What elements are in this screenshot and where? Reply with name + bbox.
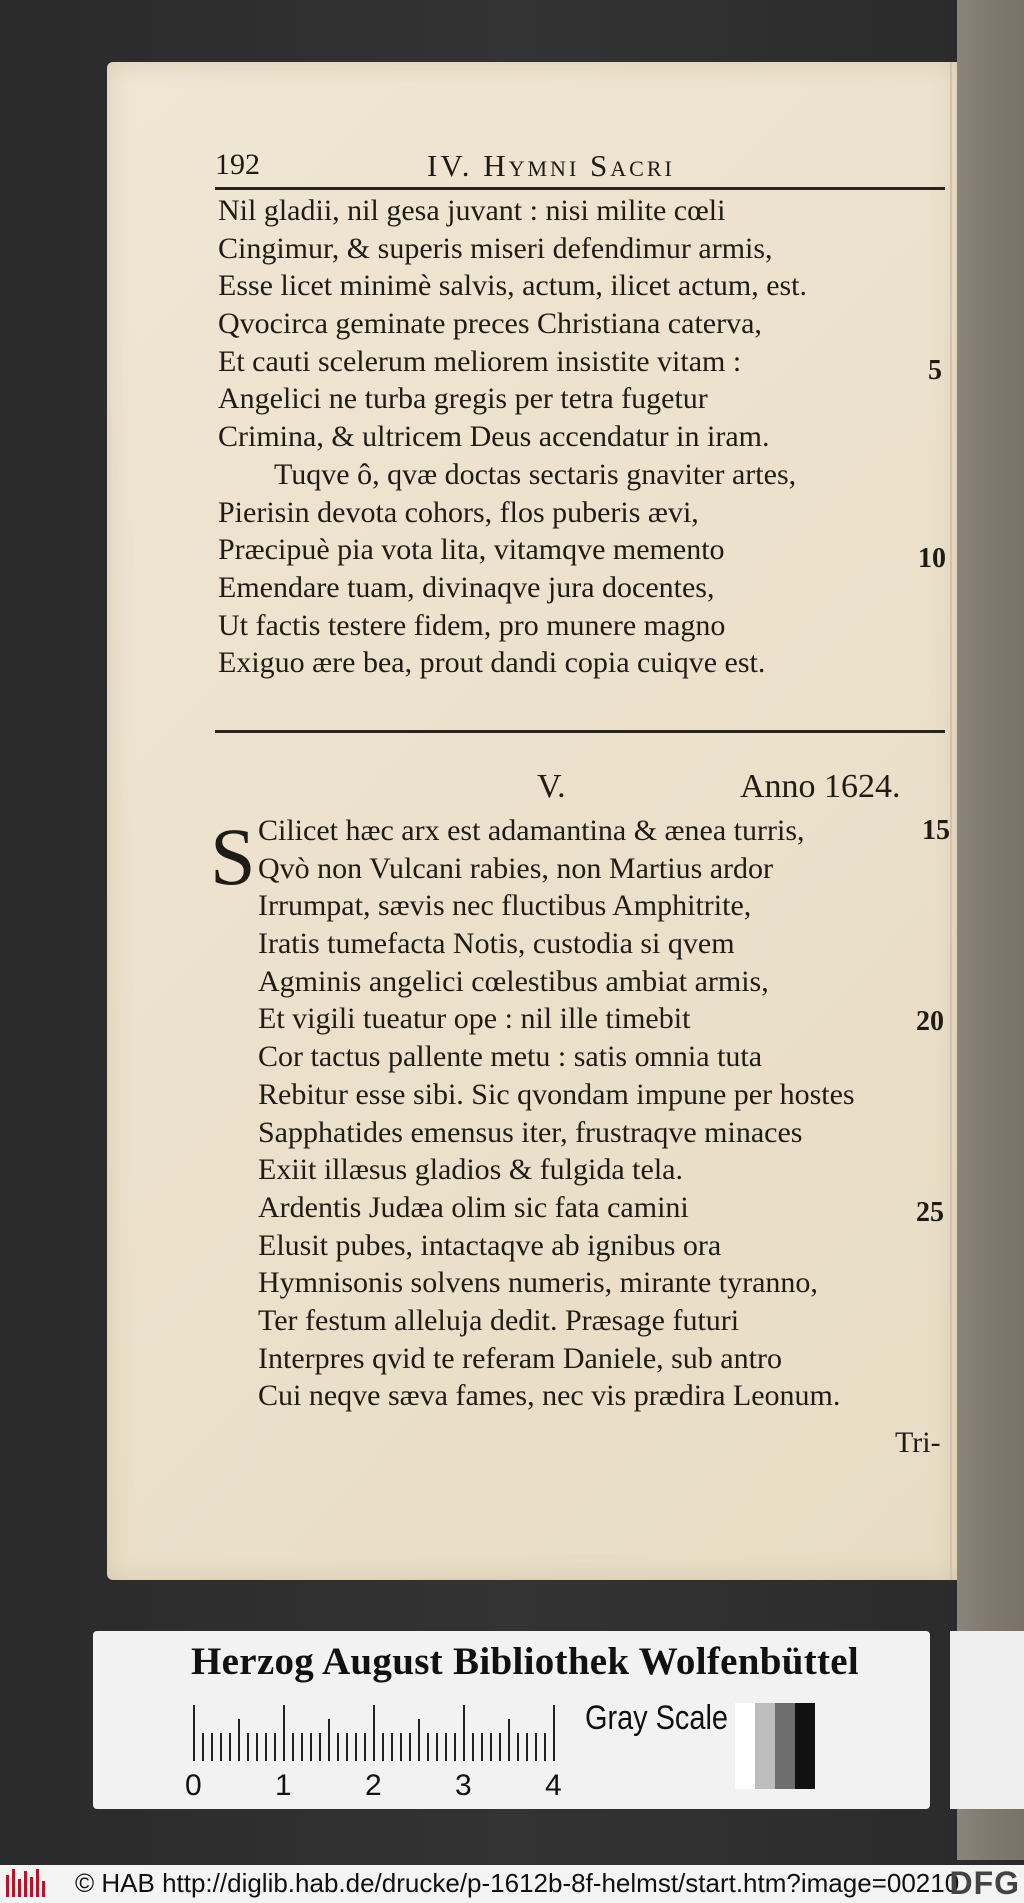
scale-tick [283, 1705, 285, 1761]
hab-logo-icon [6, 1869, 46, 1897]
section-divider-rule [215, 730, 945, 733]
scale-tick [265, 1733, 267, 1761]
scale-tick [373, 1705, 375, 1761]
verse-line: Nil gladii, nil gesa juvant : nisi milite cœli [218, 194, 726, 227]
copyright-url: © HAB http://diglib.hab.de/drucke/p-1612b-8f-helmst/start.htm?image=00210 [75, 1868, 960, 1898]
verse-line: Exiit illæsus gladios & fulgida tela. [258, 1153, 683, 1187]
verse-line: Irrumpat, sævis nec fluctibus Amphitrite, [258, 889, 752, 923]
gray-patch [775, 1703, 795, 1789]
scale-tick [454, 1733, 456, 1761]
page-gutter [950, 62, 952, 1580]
scale-tick [355, 1733, 357, 1761]
scale-tick [508, 1719, 510, 1761]
verse-line: Exiguo ære bea, prout dandi copia cuiqve est. [218, 646, 766, 680]
header-rule [215, 187, 945, 190]
scale-tick [445, 1733, 447, 1761]
verse-line: Angelici ne turba gregis per tetra fugetur [218, 382, 708, 416]
scale-tick [211, 1733, 213, 1761]
section-year: Anno 1624. [740, 768, 901, 805]
scale-tick [301, 1733, 303, 1761]
verse-line: Sapphatides emensus iter, frustraqve minaces [258, 1115, 803, 1149]
verse-line: Qvocirca geminate preces Christiana caterva, [218, 307, 762, 341]
scale-tick [319, 1733, 321, 1761]
scale-number: 3 [455, 1769, 472, 1802]
scale-number: 0 [185, 1769, 202, 1802]
catchword: Tri- [895, 1426, 941, 1459]
gray-patch [755, 1703, 775, 1789]
scale-number: 2 [365, 1769, 382, 1802]
line-number: 10 [918, 543, 946, 574]
verse-line: Emendare tuam, divinaqve jura docentes, [218, 570, 715, 604]
verse-section-two [258, 812, 855, 1415]
scale-tick [481, 1733, 483, 1761]
page-number: 192 [215, 148, 260, 181]
verse-line: Rebitur esse sibi. Sic qvondam impune per hostes [258, 1077, 855, 1111]
section-numeral: V. [537, 768, 566, 805]
line-number: 20 [916, 1006, 944, 1037]
scale-tick [229, 1733, 231, 1761]
verse-section-one [218, 192, 807, 682]
verse-line: Præcipuè pia vota lita, vitamqve memento [218, 533, 725, 567]
line-number: 5 [928, 355, 942, 386]
gray-scale-label: Gray Scale [585, 1699, 728, 1737]
scale-tick [463, 1705, 465, 1761]
library-name: Herzog August Bibliothek Wolfenbüttel [191, 1640, 860, 1683]
scale-tick [256, 1733, 258, 1761]
verse-line: Crimina, & ultricem Deus accendatur in iram. [218, 420, 770, 454]
scale-tick [202, 1733, 204, 1761]
verse-line: Iratis tumefacta Notis, custodia si qvem [258, 927, 735, 961]
scale-tick [193, 1705, 195, 1761]
scale-tick [490, 1733, 492, 1761]
dfg-logo: DFG [949, 1865, 1020, 1901]
facing-page-edge [957, 0, 1024, 1860]
footer-bar [0, 1865, 1024, 1903]
scale-number: 4 [545, 1769, 562, 1802]
verse-line: Ut factis testere fidem, pro munere magno [218, 608, 726, 642]
line-number: 15 [922, 815, 950, 846]
verse-line: Cor tactus pallente metu : satis omnia tuta [258, 1040, 763, 1074]
scale-tick [535, 1733, 537, 1761]
scale-tick [247, 1733, 249, 1761]
verse-line: Interpres qvid te referam Daniele, sub antro [258, 1341, 782, 1375]
scale-tick [337, 1733, 339, 1761]
verse-line: Cingimur, & superis miseri defendimur armis, [218, 231, 773, 265]
verse-line: Cui neqve sæva fames, nec vis prædira Leonum. [258, 1379, 841, 1413]
verse-line: Ardentis Judæa olim sic fata camini [258, 1190, 689, 1224]
scale-tick [400, 1733, 402, 1761]
scale-tick [382, 1733, 384, 1761]
gray-patch [795, 1703, 815, 1789]
line-number: 25 [916, 1197, 944, 1228]
scale-tick [544, 1733, 546, 1761]
running-head [215, 148, 945, 186]
scale-tick [364, 1733, 366, 1761]
gray-patch [735, 1703, 755, 1789]
verse-line: Qvò non Vulcani rabies, non Martius ardor [258, 851, 774, 885]
running-title: IV. Hymni Sacri [427, 148, 675, 183]
scale-tick [238, 1719, 240, 1761]
cm-scale [193, 1701, 553, 1761]
scale-tick [427, 1733, 429, 1761]
scale-tick [292, 1733, 294, 1761]
adjacent-card-edge [950, 1631, 1024, 1809]
scale-tick [310, 1733, 312, 1761]
scale-tick [526, 1733, 528, 1761]
scale-tick [553, 1705, 555, 1761]
verse-line: Pierisin devota cohors, flos puberis ævi, [218, 495, 699, 529]
scale-tick [274, 1733, 276, 1761]
scale-tick [391, 1733, 393, 1761]
scale-tick [499, 1733, 501, 1761]
scale-tick [328, 1719, 330, 1761]
scale-tick [409, 1733, 411, 1761]
verse-line: Agminis angelici cœlestibus ambiat armis, [258, 964, 769, 998]
scale-tick [472, 1733, 474, 1761]
color-ruler-card [93, 1631, 930, 1809]
scale-tick [346, 1733, 348, 1761]
scale-number: 1 [275, 1769, 292, 1802]
verse-line: Hymnisonis solvens numeris, mirante tyranno, [258, 1266, 818, 1300]
verse-line: Et cauti scelerum meliorem insistite vitam : [218, 344, 742, 378]
drop-capital: S [210, 811, 256, 902]
scale-tick [517, 1733, 519, 1761]
scale-tick [220, 1733, 222, 1761]
scale-tick [418, 1719, 420, 1761]
verse-line: Elusit pubes, intactaqve ab ignibus ora [258, 1228, 722, 1262]
verse-line: Ter festum alleluja dedit. Præsage futuri [258, 1303, 740, 1337]
verse-line: Tuqve ô, qvæ doctas sectaris gnaviter artes, [274, 457, 797, 491]
verse-line: Et vigili tueatur ope : nil ille timebit [258, 1002, 691, 1036]
verse-line: Esse licet minimè salvis, actum, ilicet actum, est. [218, 269, 808, 303]
verse-line: Cilicet hæc arx est adamantina & ænea turris, [258, 814, 805, 847]
scale-tick [436, 1733, 438, 1761]
